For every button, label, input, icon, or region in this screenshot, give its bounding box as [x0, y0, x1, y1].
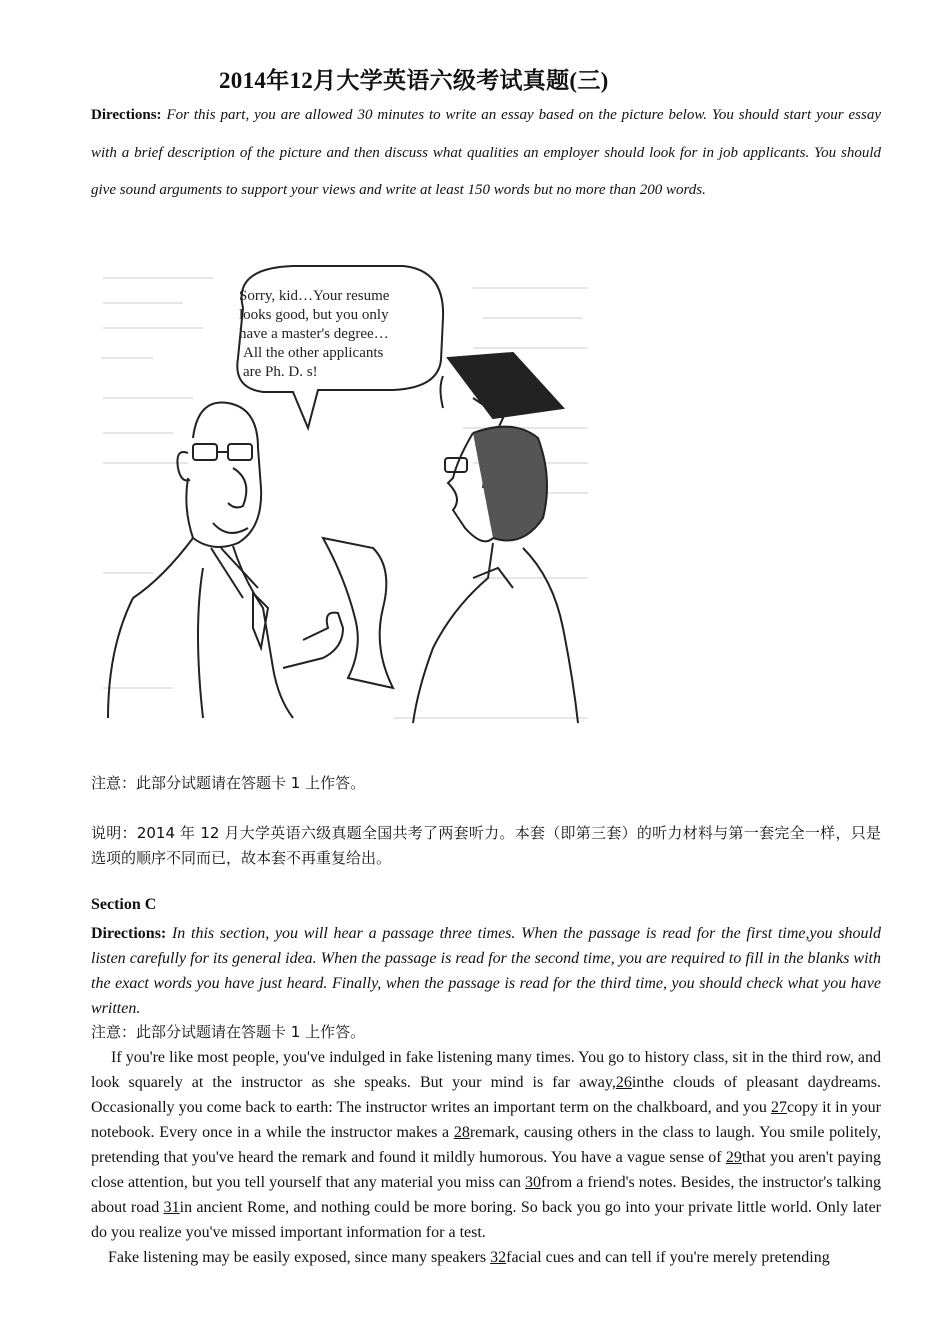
passage-text: Fake listening may be easily exposed, since many speakers	[108, 1249, 491, 1266]
answer-sheet-note: 注意：此部分试题请在答题卡 1 上作答。	[91, 1023, 366, 1041]
speech-line: are Ph. D. s!	[243, 364, 318, 380]
writing-directions	[91, 97, 881, 210]
passage-text: facial cues and can tell if you're merely pretending	[506, 1249, 830, 1266]
employer-figure	[108, 402, 343, 718]
speech-line: have a master's degree…	[239, 326, 389, 342]
passage	[91, 1045, 881, 1270]
directions-text: In this section, you will hear a passage three times. When the passage is read for the first time,you should listen carefully for its general idea. When the passage is read for the second time, you are required to fill in the blanks with the exact words you have just heard. Finally, when the passage is read for the third time, you should check what you have written.	[91, 925, 881, 1017]
blank-31: 31	[163, 1199, 180, 1216]
blank-28: 28	[453, 1124, 470, 1141]
passage-text: in ancient Rome, and nothing could be more boring. So back you go into your private little world. Only later do you realize you've missed important information for a test.	[91, 1199, 882, 1241]
listening-explanation: 说明：2014 年 12 月大学英语六级真题全国共考了两套听力。本套（即第三套）的听力材料与第一套完全一样，只是选项的顺序不同而已，故本套不再重复给出。	[91, 824, 881, 867]
passage-text: that you aren't paying close attention, but you tell yourself that any material you miss can	[91, 1149, 882, 1191]
passage-text: If you're like most people, you've indulged in fake listening many times. You go to history class, sit in the third row, and look squarely at the instructor as she speaks. But your mind is far away,	[91, 1049, 881, 1091]
speech-line: Sorry, kid…Your resume	[239, 288, 390, 304]
passage-paragraph	[91, 1245, 881, 1270]
listening-directions	[91, 921, 881, 1021]
blank-30: 30	[525, 1174, 542, 1191]
cartoon-image	[93, 248, 593, 728]
answer-sheet-note: 注意：此部分试题请在答题卡 1 上作答。	[91, 774, 366, 792]
passage-text: inthe clouds of pleasant daydreams. Occasionally you come back to earth: The instructor writes an important term on the chalkboard, and you	[91, 1074, 882, 1116]
blank-29: 29	[725, 1149, 742, 1166]
passage-text: from a friend's notes. Besides, the instructor's talking about road	[91, 1174, 881, 1216]
page-title: 2014年12月大学英语六级考试真题(三)	[219, 68, 609, 93]
section-title: Section C	[91, 896, 157, 913]
passage-text: remark, causing others in the class to laugh. You smile politely, pretending that you've heard the remark and found it mildly humorous. You have a vague sense of	[91, 1124, 882, 1166]
directions-text: For this part, you are allowed 30 minutes to write an essay based on the picture below. You should start your essay with a brief description of the picture and then discuss what qualities an employer should look for in job applicants. You should give sound arguments to support your views and write at least 150 words but no more than 200 words.	[91, 107, 881, 198]
blank-32: 32	[490, 1249, 507, 1266]
directions-label: Directions:	[91, 107, 162, 123]
passage-text: copy it in your notebook. Every once in a while the instructor makes a	[91, 1099, 882, 1141]
directions-label: Directions:	[91, 925, 167, 942]
graduate-figure	[413, 353, 578, 723]
speech-line: looks good, but you only	[239, 307, 389, 323]
speech-line: All the other applicants	[243, 345, 384, 361]
blank-26: 26	[615, 1074, 632, 1091]
blank-27: 27	[771, 1099, 787, 1116]
passage-paragraph	[91, 1045, 881, 1245]
